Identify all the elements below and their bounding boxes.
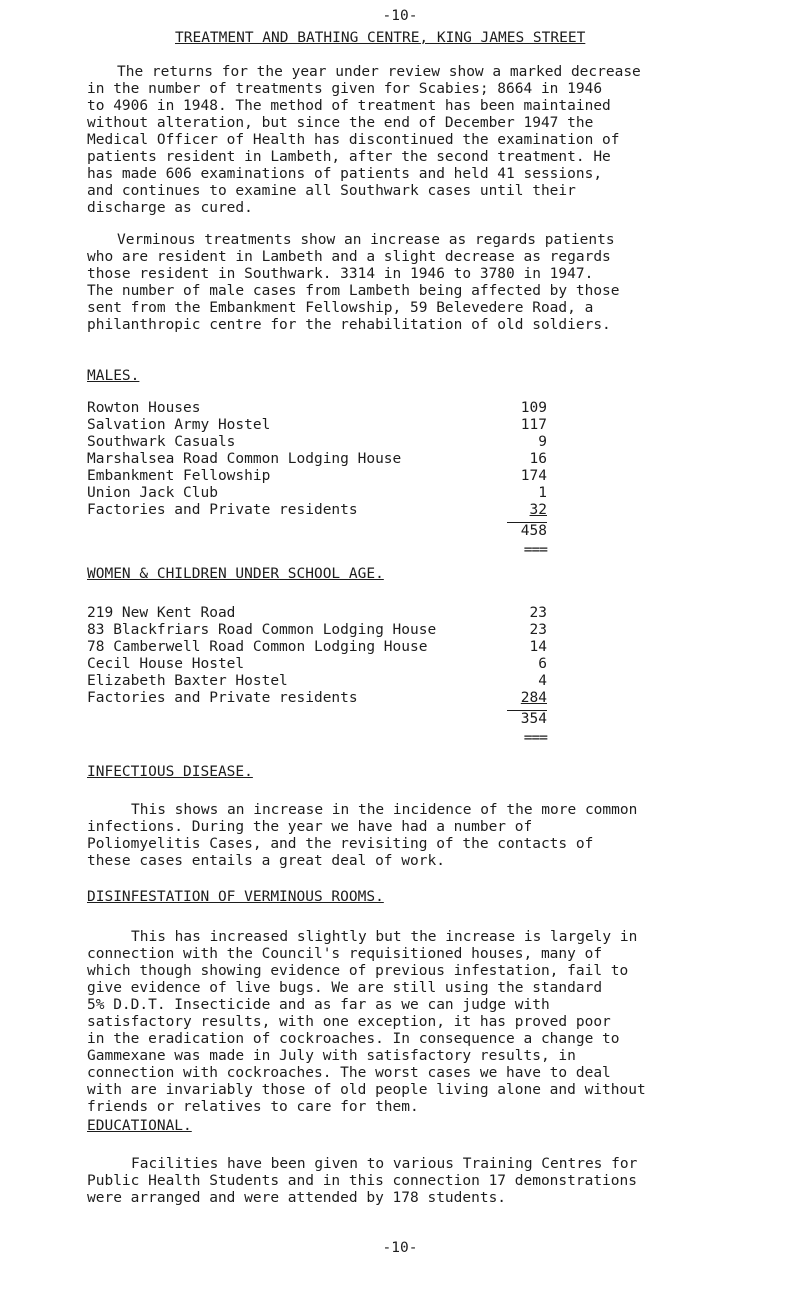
- row-value: 109: [520, 400, 547, 416]
- row-label: 78 Camberwell Road Common Lodging House: [87, 639, 428, 655]
- paragraph-line: give evidence of live bugs. We are still using the standard: [87, 980, 603, 996]
- paragraph-line: has made 606 examinations of patients and held 41 sessions,: [87, 166, 603, 182]
- paragraph-line: those resident in Southwark. 3314 in 1946 to 3780 in 1947.: [87, 266, 594, 282]
- table-row: [87, 622, 547, 639]
- total-value: 354: [520, 711, 547, 727]
- row-label: Southwark Casuals: [87, 434, 236, 450]
- paragraph-line: discharge as cured.: [87, 200, 253, 216]
- women-end-mark: ===: [523, 730, 547, 746]
- infectious-heading: INFECTIOUS DISEASE.: [87, 764, 253, 780]
- paragraph-line: in the eradication of cockroaches. In consequence a change to: [87, 1031, 620, 1047]
- paragraph-line: which though showing evidence of previous infestation, fail to: [87, 963, 629, 979]
- table-row: [87, 485, 547, 502]
- educational-paragraph: [87, 1156, 787, 1207]
- page-number-top: -10-: [382, 8, 418, 24]
- paragraph-line: connection with cockroaches. The worst cases we have to deal: [87, 1065, 611, 1081]
- row-label: Factories and Private residents: [87, 690, 358, 706]
- paragraph-line: with are invariably those of old people living alone and without: [87, 1082, 646, 1098]
- page-number-bottom: -10-: [382, 1240, 418, 1256]
- row-value: 23: [529, 605, 547, 621]
- paragraph-line: philanthropic centre for the rehabilitation of old soldiers.: [87, 317, 611, 333]
- infectious-paragraph: [87, 802, 787, 870]
- paragraph-line: friends or relatives to care for them.: [87, 1099, 419, 1115]
- paragraph-line: 5% D.D.T. Insecticide and as far as we can judge with: [87, 997, 550, 1013]
- scabies-paragraph: [87, 64, 787, 217]
- paragraph-line: This shows an increase in the incidence of the more common: [131, 802, 638, 818]
- row-label: 219 New Kent Road: [87, 605, 236, 621]
- paragraph-line: Facilities have been given to various Training Centres for: [131, 1156, 638, 1172]
- row-label: Marshalsea Road Common Lodging House: [87, 451, 402, 467]
- males-total: [507, 522, 547, 540]
- table-row: [87, 690, 547, 707]
- paragraph-line: satisfactory results, with one exception, it has proved poor: [87, 1014, 611, 1030]
- paragraph-line: Poliomyelitis Cases, and the revisiting of the contacts of: [87, 836, 594, 852]
- table-row: [87, 656, 547, 673]
- row-value: 9: [538, 434, 547, 450]
- paragraph-line: The returns for the year under review show a marked decrease: [117, 64, 641, 80]
- table-row: [87, 451, 547, 468]
- table-row: [87, 468, 547, 485]
- paragraph-line: without alteration, but since the end of December 1947 the: [87, 115, 594, 131]
- women-table: [87, 605, 547, 707]
- table-row: [87, 639, 547, 656]
- women-total: [507, 710, 547, 728]
- disinfestation-heading: DISINFESTATION OF VERMINOUS ROOMS.: [87, 889, 384, 905]
- paragraph-line: were arranged and were attended by 178 students.: [87, 1190, 507, 1206]
- row-value: 4: [538, 673, 547, 689]
- table-row: [87, 502, 547, 519]
- males-end-mark: ===: [523, 542, 547, 558]
- row-label: Cecil House Hostel: [87, 656, 245, 672]
- paragraph-line: Public Health Students and in this connection 17 demonstrations: [87, 1173, 637, 1189]
- paragraph-line: The number of male cases from Lambeth being affected by those: [87, 283, 620, 299]
- row-label: Embankment Fellowship: [87, 468, 271, 484]
- row-value: 6: [538, 656, 547, 672]
- row-label: Union Jack Club: [87, 485, 218, 501]
- table-row: [87, 434, 547, 451]
- total-value: 458: [520, 523, 547, 539]
- row-value: 16: [529, 451, 547, 467]
- table-row: [87, 400, 547, 417]
- males-heading: MALES.: [87, 368, 140, 384]
- row-value: 14: [529, 639, 547, 655]
- paragraph-line: patients resident in Lambeth, after the second treatment. He: [87, 149, 611, 165]
- women-heading: WOMEN & CHILDREN UNDER SCHOOL AGE.: [87, 566, 384, 582]
- table-row: [87, 417, 547, 434]
- table-row: [87, 673, 547, 690]
- row-value: 284: [520, 690, 547, 706]
- paragraph-line: connection with the Council's requisitioned houses, many of: [87, 946, 603, 962]
- row-value: 117: [520, 417, 547, 433]
- page-title: TREATMENT AND BATHING CENTRE, KING JAMES STREET: [175, 30, 586, 46]
- row-label: Factories and Private residents: [87, 502, 358, 518]
- paragraph-line: This has increased slightly but the increase is largely in: [131, 929, 638, 945]
- table-row: [87, 605, 547, 622]
- row-value: 23: [529, 622, 547, 638]
- row-label: Salvation Army Hostel: [87, 417, 271, 433]
- paragraph-line: Gammexane was made in July with satisfactory results, in: [87, 1048, 576, 1064]
- row-label: Elizabeth Baxter Hostel: [87, 673, 288, 689]
- paragraph-line: sent from the Embankment Fellowship, 59 Belevedere Road, a: [87, 300, 594, 316]
- paragraph-line: Medical Officer of Health has discontinued the examination of: [87, 132, 620, 148]
- row-value: 174: [520, 468, 547, 484]
- paragraph-line: who are resident in Lambeth and a slight decrease as regards: [87, 249, 611, 265]
- paragraph-line: in the number of treatments given for Scabies; 8664 in 1946: [87, 81, 603, 97]
- paragraph-line: and continues to examine all Southwark cases until their: [87, 183, 576, 199]
- educational-heading: EDUCATIONAL.: [87, 1118, 192, 1134]
- paragraph-line: Verminous treatments show an increase as regards patients: [117, 232, 615, 248]
- disinfestation-paragraph: [87, 929, 787, 1116]
- row-label: Rowton Houses: [87, 400, 201, 416]
- row-label: 83 Blackfriars Road Common Lodging House: [87, 622, 437, 638]
- paragraph-line: to 4906 in 1948. The method of treatment has been maintained: [87, 98, 611, 114]
- verminous-paragraph: [87, 232, 787, 334]
- row-value: 1: [538, 485, 547, 501]
- row-value: 32: [529, 502, 547, 518]
- paragraph-line: infections. During the year we have had a number of: [87, 819, 533, 835]
- males-table: [87, 400, 547, 519]
- paragraph-line: these cases entails a great deal of work.: [87, 853, 445, 869]
